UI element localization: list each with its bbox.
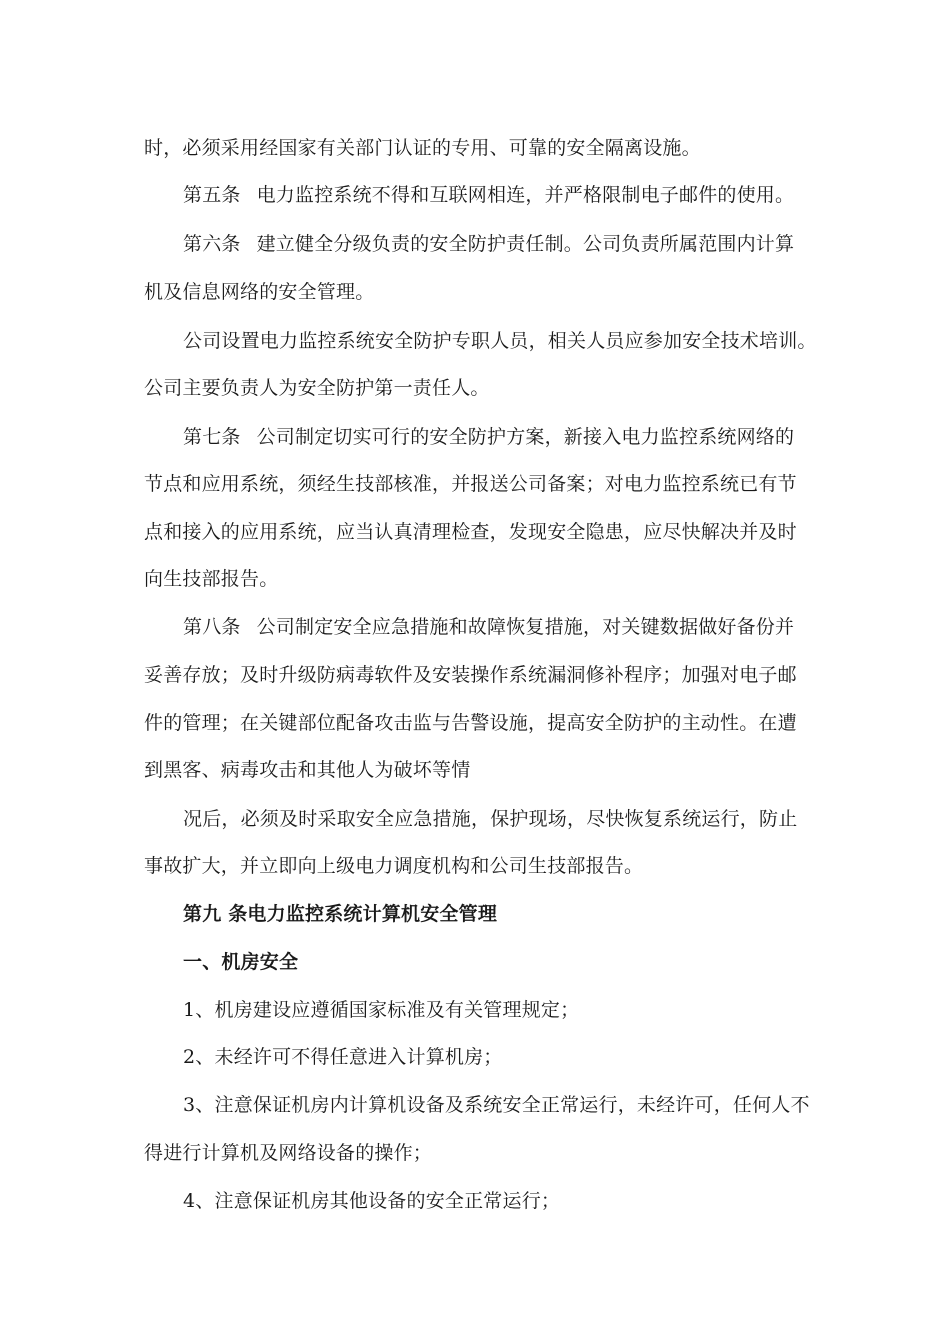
text-line: 公司制定切实可行的安全防护方案，新接入电力监控系统网络的	[256, 426, 795, 448]
text-line: 向生技部报告。	[144, 568, 279, 590]
text-line: 公司制定安全应急措施和故障恢复措施，对关键数据做好备份并	[256, 616, 795, 638]
article-8-paragraph	[183, 615, 853, 639]
text-line: 到黑客、病毒攻击和其他人为破坏等情	[144, 759, 471, 781]
article-number: 第八条	[183, 616, 241, 638]
text-line: 况后，必须及时采取安全应急措施，保护现场，尽快恢复系统运行，防止	[183, 808, 798, 830]
article-number: 第五条	[183, 184, 241, 206]
list-item: 1、机房建设应遵循国家标准及有关管理规定；	[183, 999, 580, 1021]
text-line: 件的管理；在关键部位配备攻击监与告警设施，提高安全防护的主动性。在遭	[144, 712, 797, 734]
text-line: 节点和应用系统，须经生技部核准，并报送公司备案；对电力监控系统已有节	[144, 473, 797, 495]
article-5-paragraph	[183, 183, 853, 207]
subsection-heading: 一、机房安全	[183, 951, 299, 973]
text-line: 妥善存放；及时升级防病毒软件及安装操作系统漏洞修补程序；加强对电子邮	[144, 664, 797, 686]
text-line: 公司设置电力监控系统安全防护专职人员，相关人员应参加安全技术培训。	[183, 330, 817, 352]
text-line: 公司主要负责人为安全防护第一责任人。	[144, 377, 490, 399]
text-line: 得进行计算机及网络设备的操作；	[144, 1142, 433, 1164]
section-heading: 第九 条电力监控系统计算机安全管理	[183, 903, 498, 925]
list-item: 4、注意保证机房其他设备的安全正常运行；	[183, 1190, 561, 1212]
text-line: 时，必须采用经国家有关部门认证的专用、可靠的安全隔离设施。	[144, 137, 701, 159]
article-number: 第六条	[183, 233, 241, 255]
article-7-paragraph	[183, 425, 853, 449]
text-line: 建立健全分级负责的安全防护责任制。公司负责所属范围内计算	[256, 233, 795, 255]
article-6-paragraph	[183, 232, 853, 256]
list-item: 3、注意保证机房内计算机设备及系统安全正常运行，未经许可，任何人不	[183, 1094, 810, 1116]
text-line: 事故扩大，并立即向上级电力调度机构和公司生技部报告。	[144, 855, 644, 877]
article-number: 第七条	[183, 426, 241, 448]
text-line: 电力监控系统不得和互联网相连，并严格限制电子邮件的使用。	[256, 184, 795, 206]
list-item: 2、未经许可不得任意进入计算机房；	[183, 1046, 503, 1068]
text-line: 点和接入的应用系统，应当认真清理检查，发现安全隐患，应尽快解决并及时	[144, 521, 797, 543]
text-line: 机及信息网络的安全管理。	[144, 281, 375, 303]
